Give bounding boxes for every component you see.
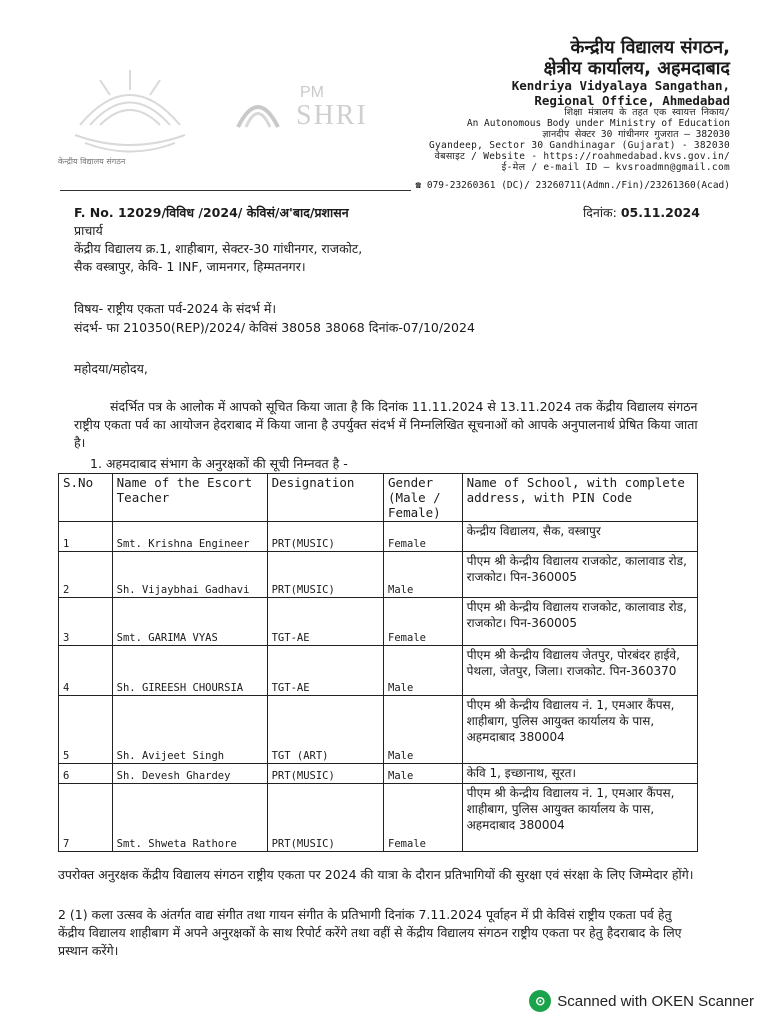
cell-gender: Female xyxy=(384,598,463,646)
cell-designation: TGT-AE xyxy=(267,598,383,646)
cell-school: पीएम श्री केन्द्रीय विद्यालय नं. 1, एमआर कैंपस, शाहीबाग, पुलिस आयुक्त कार्यालय के पास, अहमदाबाद 380004 xyxy=(462,696,697,764)
table-row xyxy=(59,646,698,696)
phone-icon: ☎ xyxy=(415,180,427,191)
table-row xyxy=(59,784,698,852)
recipient-title: प्राचार्य xyxy=(74,223,103,238)
cell-sno: 5 xyxy=(59,696,113,764)
cell-sno: 6 xyxy=(59,764,113,784)
escort-teachers-table xyxy=(58,473,698,852)
recipient-address-1: केंद्रीय विद्यालय क्र.1, शाहीबाग, सेक्टर-30 गांधीनगर, राजकोट, xyxy=(74,241,363,256)
cell-school: पीएम श्री केन्द्रीय विद्यालय जेतपुर, पोरबंदर हाईवे, पेथला, जेतपुर, जिला। राजकोट. पिन-360370 xyxy=(462,646,697,696)
org-name-english: Kendriya Vidyalaya Sangathan, xyxy=(511,78,730,94)
cell-designation: PRT(MUSIC) xyxy=(267,522,383,552)
office-name-hindi: क्षेत्रीय कार्यालय, अहमदाबाद xyxy=(543,57,730,79)
cell-designation: PRT(MUSIC) xyxy=(267,552,383,598)
body-paragraph-3: 2 (1) कला उत्सव के अंतर्गत वाद्य संगीत तथा गायन संगीत के प्रतिभागी दिनांक 7.11.2024 पूर्वाहन में प्री केविसं राष्ट्रीय एकता पर्व हेतु केंद्रीय विद्यालय शाहीबाग में अपने अनुरक्षकों के साथ रिपोर्ट करेंगे तथा वहीं से केंद्रीय विद्यालय संगठन राष्ट्रीय एकता पर हेतु हैदराबाद के लिए प्रस्थान करेंगे। xyxy=(58,907,682,958)
cell-designation: TGT-AE xyxy=(267,646,383,696)
pm-logo-top: PM xyxy=(300,84,324,101)
website: वेबसाइट / Website - https://roahmedabad.kvs.gov.in/ xyxy=(434,150,730,162)
kvs-logo-caption: केन्द्रीय विद्यालय संगठन xyxy=(58,157,126,166)
cell-school: केन्द्रीय विद्यालय, सैक, वस्त्रापुर xyxy=(462,522,697,552)
cell-sno: 1 xyxy=(59,522,113,552)
cell-name: Smt. Shweta Rathore xyxy=(112,784,267,852)
table-row xyxy=(59,598,698,646)
cell-sno: 4 xyxy=(59,646,113,696)
col-header-designation: Designation xyxy=(267,474,383,522)
letter-date xyxy=(583,204,700,221)
cell-gender: Male xyxy=(384,696,463,764)
cell-name: Smt. Krishna Engineer xyxy=(112,522,267,552)
body-paragraph-1: संदर्भित पत्र के आलोक में आपको सूचित किया जाता है कि दिनांक 11.11.2024 से 13.11.2024 तक केंद्रीय विद्यालय संगठन राष्ट्रीय एकता पर्व का आयोजन हेदराबाद में किया जाना है उपर्युक्त संदर्भ में निम्नलिखित सूचनाओं को आपके अनुपालनार्थ प्रेषित किया जाता है। xyxy=(74,399,698,450)
cell-name: Sh. Devesh Ghardey xyxy=(112,764,267,784)
col-header-sno: S.No xyxy=(59,474,113,522)
recipient-address-2: सैक वस्त्रापुर, केवि- 1 INF, जामनगर, हिम्मतनगर। xyxy=(74,259,306,274)
cell-gender: Female xyxy=(384,784,463,852)
col-header-school: Name of School, with complete address, with PIN Code xyxy=(462,474,697,522)
cell-gender: Female xyxy=(384,522,463,552)
cell-gender: Male xyxy=(384,646,463,696)
cell-designation: TGT (ART) xyxy=(267,696,383,764)
address-english: Gyandeep, Sector 30 Gandhinagar (Gujarat) - 382030 xyxy=(429,139,730,151)
salutation: महोदया/महोदय, xyxy=(74,361,148,376)
cell-sno: 3 xyxy=(59,598,113,646)
org-name-hindi: केन्द्रीय विद्यालय संगठन, xyxy=(570,37,730,58)
email: ई-मेल / e-mail ID – kvsroadmn@gmail.com xyxy=(501,161,730,173)
col-header-name: Name of the Escort Teacher xyxy=(112,474,267,522)
body-paragraph-2: उपरोक्त अनुरक्षक केंद्रीय विद्यालय संगठन राष्ट्रीय एकता पर 2024 की यात्रा के दौरान प्रतिभागियों की सुरक्षा एवं संरक्षा के लिए जिम्मेदार होंगे। xyxy=(58,867,694,882)
office-header xyxy=(370,38,730,174)
col-header-gender: Gender (Male / Female) xyxy=(384,474,463,522)
cell-name: Smt. GARIMA VYAS xyxy=(112,598,267,646)
cell-name: Sh. Vijaybhai Gadhavi xyxy=(112,552,267,598)
table-row xyxy=(59,696,698,764)
cell-sno: 7 xyxy=(59,784,113,852)
pm-logo-bottom: SHRI xyxy=(296,100,368,131)
cell-school: पीएम श्री केन्द्रीय विद्यालय राजकोट, कालावाड रोड, राजकोट। पिन-360005 xyxy=(462,598,697,646)
table-row xyxy=(59,764,698,784)
table-row xyxy=(59,522,698,552)
date-value: 05.11.2024 xyxy=(620,205,700,220)
scanner-watermark xyxy=(529,990,754,1012)
kvs-logo xyxy=(60,55,200,165)
address-hindi: ज्ञानदीप सेक्टर 30 गांधीनगर गुजरात – 382030 xyxy=(542,128,730,140)
cell-school: केवि 1, इच्छानाथ, सूरत। xyxy=(462,764,697,784)
table-row xyxy=(59,552,698,598)
office-name-english: Regional Office, Ahmedabad xyxy=(534,92,730,108)
cell-gender: Male xyxy=(384,764,463,784)
ministry-hindi: शिक्षा मंत्रालय के तहत एक स्वायत्त निकाय/ xyxy=(564,107,730,119)
cell-school: पीएम श्री केन्द्रीय विद्यालय नं. 1, एमआर कैंपस, शाहीबाग, पुलिस आयुक्त कार्यालय के पास, अहमदाबाद 380004 xyxy=(462,784,697,852)
phone-numbers: ☎ 079-23260361 (DC)/ 23260711(Admn./Fin)/23261360(Acad) xyxy=(411,180,730,191)
cell-school: पीएम श्री केन्द्रीय विद्यालय राजकोट, कालावाड रोड, राजकोट। पिन-360005 xyxy=(462,552,697,598)
file-number: F. No. 12029/विविध /2024/ केविसं/अ'बाद/प्रशासन xyxy=(74,205,349,220)
cell-sno: 2 xyxy=(59,552,113,598)
reference-line: संदर्भ- फा 210350(REP)/2024/ केविसं 38058 38068 दिनांक-07/10/2024 xyxy=(74,320,475,335)
cell-gender: Male xyxy=(384,552,463,598)
cell-designation: PRT(MUSIC) xyxy=(267,784,383,852)
scanner-logo-icon: ⊙ xyxy=(529,990,551,1012)
cell-designation: PRT(MUSIC) xyxy=(267,764,383,784)
table-header-row xyxy=(59,474,698,522)
cell-name: Sh. Avijeet Singh xyxy=(112,696,267,764)
scanner-text: Scanned with OKEN Scanner xyxy=(557,992,754,1010)
date-label: दिनांक: xyxy=(583,205,617,220)
pm-shri-logo xyxy=(228,82,388,142)
list-heading: 1. अहमदाबाद संभाग के अनुरक्षकों की सूची निम्नवत है - xyxy=(90,456,348,471)
subject-line: विषय- राष्ट्रीय एकता पर्व-2024 के संदर्भ में। xyxy=(74,301,277,316)
ministry-english: An Autonomous Body under Ministry of Education xyxy=(466,118,730,130)
cell-name: Sh. GIREESH CHOURSIA xyxy=(112,646,267,696)
